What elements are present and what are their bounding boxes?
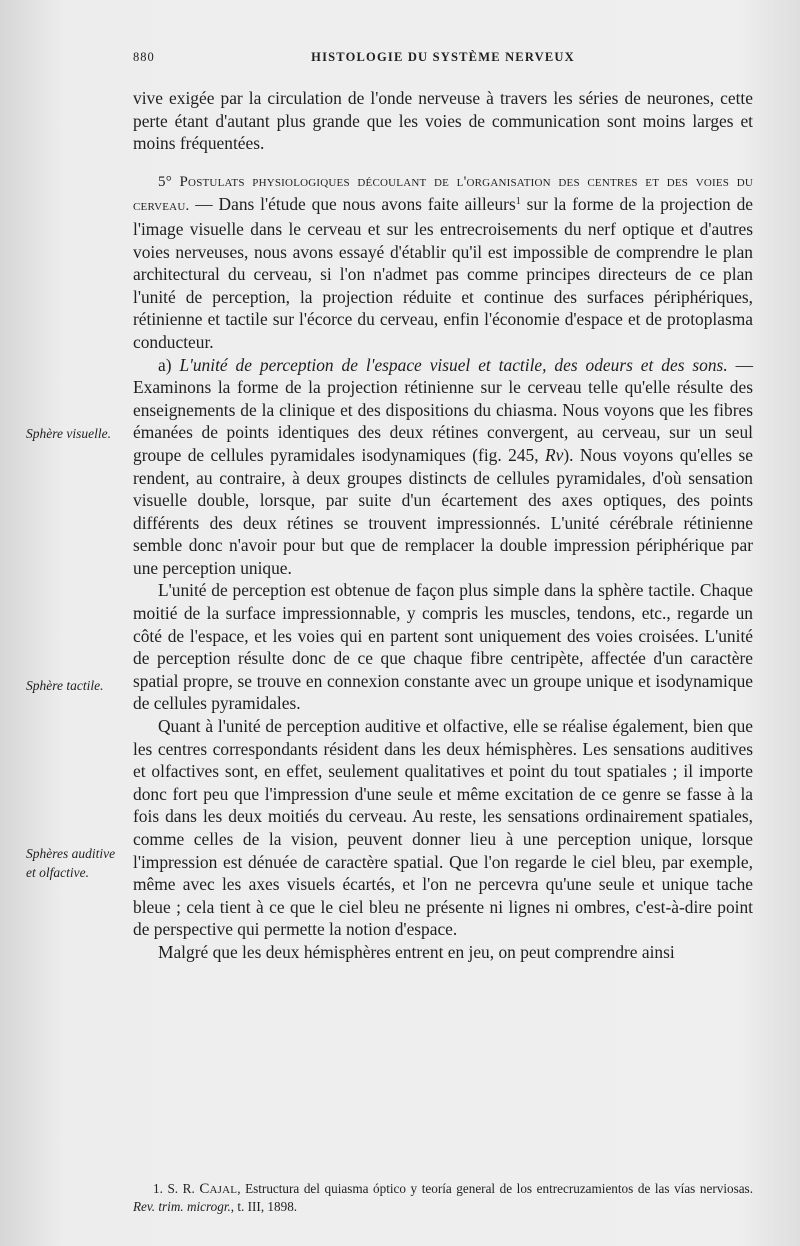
footnote: 1. S. R. Cajal, Estructura del quiasma óptico y teoría general de los entrecruzamientos de las vías nerviosas. Rev. trim. microgr., t. III, 1898. xyxy=(133,1181,753,1214)
margin-note-tactile-sphere: Sphère tactile. xyxy=(26,678,104,693)
section-heading-postulats: 5° Postulats physiologiques découlant de l'organisation des centres et des voies du cerveau. xyxy=(133,173,753,215)
margin-note-visual-sphere: Sphère visuelle. xyxy=(26,426,111,441)
running-title: HISTOLOGIE DU SYSTÈME NERVEUX xyxy=(311,50,575,64)
subsection-heading-unite: L'unité de perception de l'espace visuel et tactile, des odeurs et des sons. xyxy=(179,354,728,375)
margin-note-auditory-olfactory-spheres: Sphères auditive et olfactive. xyxy=(26,846,116,880)
paragraph-auditive: Quant à l'unité de perception auditive et olfactive, elle se réalise également, bien que les centres correspondants résident dans les deux hémisphères. Les sensations auditives et olfactives sont, en effet, seulement qualitatives et point du tout spatiales ; il importe donc fort peu que l'impression d'une seule et même excitation de ce genre se fasse à la fois dans les deux moitiés du cerveau. Au reste, les sensations ordinairement spatiales, comme celles de la vision, peuvent donner lieu à une perception unique, lorsque l'impression est dénuée de caractère spatial. Que l'on regarde le ciel bleu, par exemple, même avec les axes visuels écartés, et l'on ne percevra qu'une seule et unique tache bleue ; cela tient à ce que le ciel bleu ne présente ni lignes ni ombres, c'est-à-dire point de perspective qui permette la notion d'espace. xyxy=(133,716,753,940)
footnote-journal: Rev. trim. microgr. xyxy=(133,1199,231,1214)
paragraph-hemispheres: Malgré que les deux hémisphères entrent en jeu, on peut comprendre ainsi xyxy=(158,941,675,962)
page-number: 880 xyxy=(133,50,155,64)
footnote-reference[interactable]: 1 xyxy=(515,196,521,208)
footnote-author: Cajal xyxy=(199,1181,238,1197)
figure-reference: Rv xyxy=(544,444,564,465)
page-header xyxy=(133,50,753,70)
paragraph-continuation: vive exigée par la circulation de l'onde nerveuse à travers les séries de neurones, cette perte étant d'autant plus grande que les voies de communication sont moins larges et moins fréquentées. xyxy=(133,88,753,154)
paragraph-unite-perception: a) L'unité de perception de l'espace visuel et tactile, des odeurs et des sons. — Examinons la forme de la projection rétinienne sur le cerveau telle qu'elle résulte des enseignements de la clinique et des dispositions du chiasma. Nous voyons que les fibres émanées de points identiques des deux rétines convergent, au cerveau, sur un seul groupe de cellules pyramidales isodynamiques (fig. 245, Rv). Nous voyons qu'elles se rendent, au contraire, à deux groupes distincts de cellules pyramidales, d'où sensation visuelle double, lorsque, par suite d'un écartement des axes optiques, des points différents des deux rétines se trouvent impressionnés. L'unité cérébrale rétinienne semble donc n'avoir pour but que de remplacer la double impression périphérique par une perception unique. xyxy=(133,354,754,578)
paragraph-postulats: 5° Postulats physiologiques découlant de l'organisation des centres et des voies du cerveau. — Dans l'étude que nous avons faite ailleurs$^1$ sur la forme de la projection de l'image visuelle dans le cerveau et sur les entrecroisements du nerf optique et d'autres voies nerveuses, nous avons essayé d'établir qu'il est impossible de comprendre le plan architectural du cerveau, si l'on n'admet pas comme principes directeurs de ce plan l'unité de perception, la projection réduite et continue des surfaces périphériques, rétinienne et tactile sur l'écorce du cerveau, enfin l'économie d'espace et de protoplasma conducteur. xyxy=(133,173,753,352)
body-text xyxy=(133,87,753,964)
paragraph-tactile: L'unité de perception est obtenue de façon plus simple dans la sphère tactile. Chaque moitié de la surface impressionnable, y compris les muscles, tendons, etc., regarde un côté de l'espace, et les voies qui en partent sont uniquement des voies croisées. L'unité de perception résulte donc de ce que chaque fibre centripète, affectée d'un caractère spatial propre, se trouve en connexion constante avec un groupe unique et isodynamique de cellules pyramidales. xyxy=(133,580,753,714)
